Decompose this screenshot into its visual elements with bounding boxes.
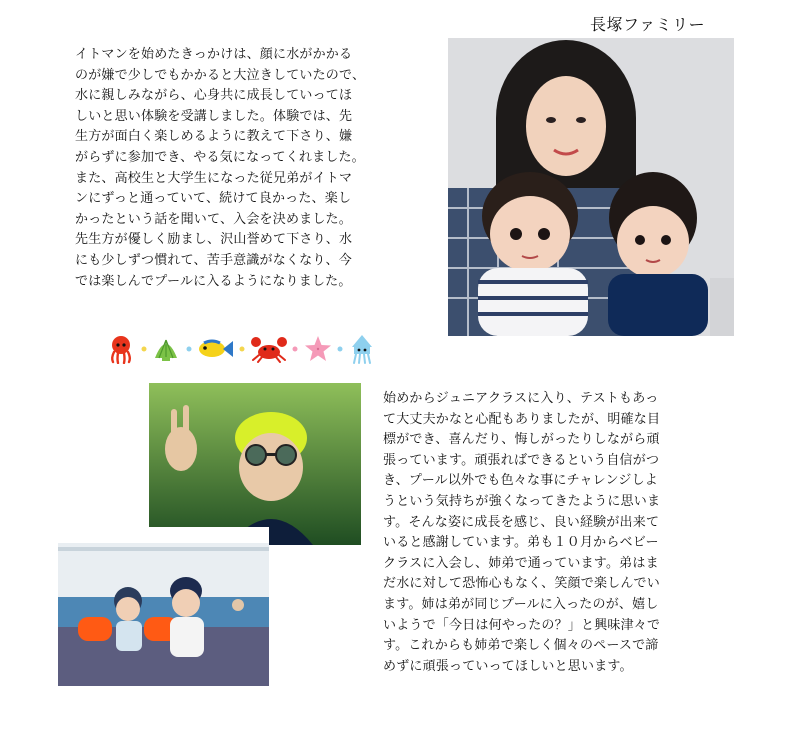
underwater-photo [149, 383, 361, 545]
starfish-icon [303, 334, 333, 364]
testimonial-paragraph-2: 始めからジュニアクラスに入り、テストもあっ て大丈夫かなと心配もありましたが、明確な目 標ができ、喜んだり、悔しがったりしながら頑 張っています。頑張ればできるという自信がつ き、プール以外でも色々な事にチャレンジしよ うという気持ちが強くなってきたように思いま す。そんな姿に成長を感じ、良い経験が出来て いると感謝しています。弟も１０月からベビー クラスに入会し、姉弟で通っています。弟はま だ水に対して恐怖心もなく、笑顔で楽しんでい ます。姉は弟が同じプールに入ったのが、嬉し いようで「今日は何やったの？」と興味津々で す。これからも姉弟で楽しく個々のペースで諦 めずに頑張っていってほしいと思います。 [383, 391, 661, 674]
testimonial-paragraph-1: イトマンを始めたきっかけは、顔に水がかかる のが嫌で少しでもかかると大泣きしていたので、 水に親しみながら、心身共に成長していってほ しいと思い体験を受講しました。体験では、先 生方が面白く楽しめるように教えて下さり、嫌 がらずに参加でき、やる気になってくれました。 また、高校生と大学生になった従兄弟がイトマ ンにずっと通っていて、続けて良かった、楽し かったという話を聞いて、入会を決めました。 先生方が優しく励まし、沢山誉めて下さり、水 にも少しずつ慣れて、苦手意識がなくなり、今 では楽しんでプールに入るようになりました。 [75, 47, 366, 289]
dots-divider-icon [140, 345, 148, 353]
dots-divider-icon [336, 345, 344, 353]
sea-creature-icon-row [106, 332, 376, 366]
fish-icon [196, 336, 234, 362]
dots-divider-icon [291, 345, 299, 353]
crab-icon [250, 335, 288, 363]
pool-photo [58, 527, 269, 686]
shell-icon [151, 334, 181, 364]
octopus-icon [106, 334, 136, 364]
family-photo [448, 38, 734, 336]
dots-divider-icon [238, 345, 246, 353]
dots-divider-icon [185, 345, 193, 353]
squid-icon [348, 333, 376, 365]
family-name-heading: 長塚ファミリー [590, 15, 706, 34]
